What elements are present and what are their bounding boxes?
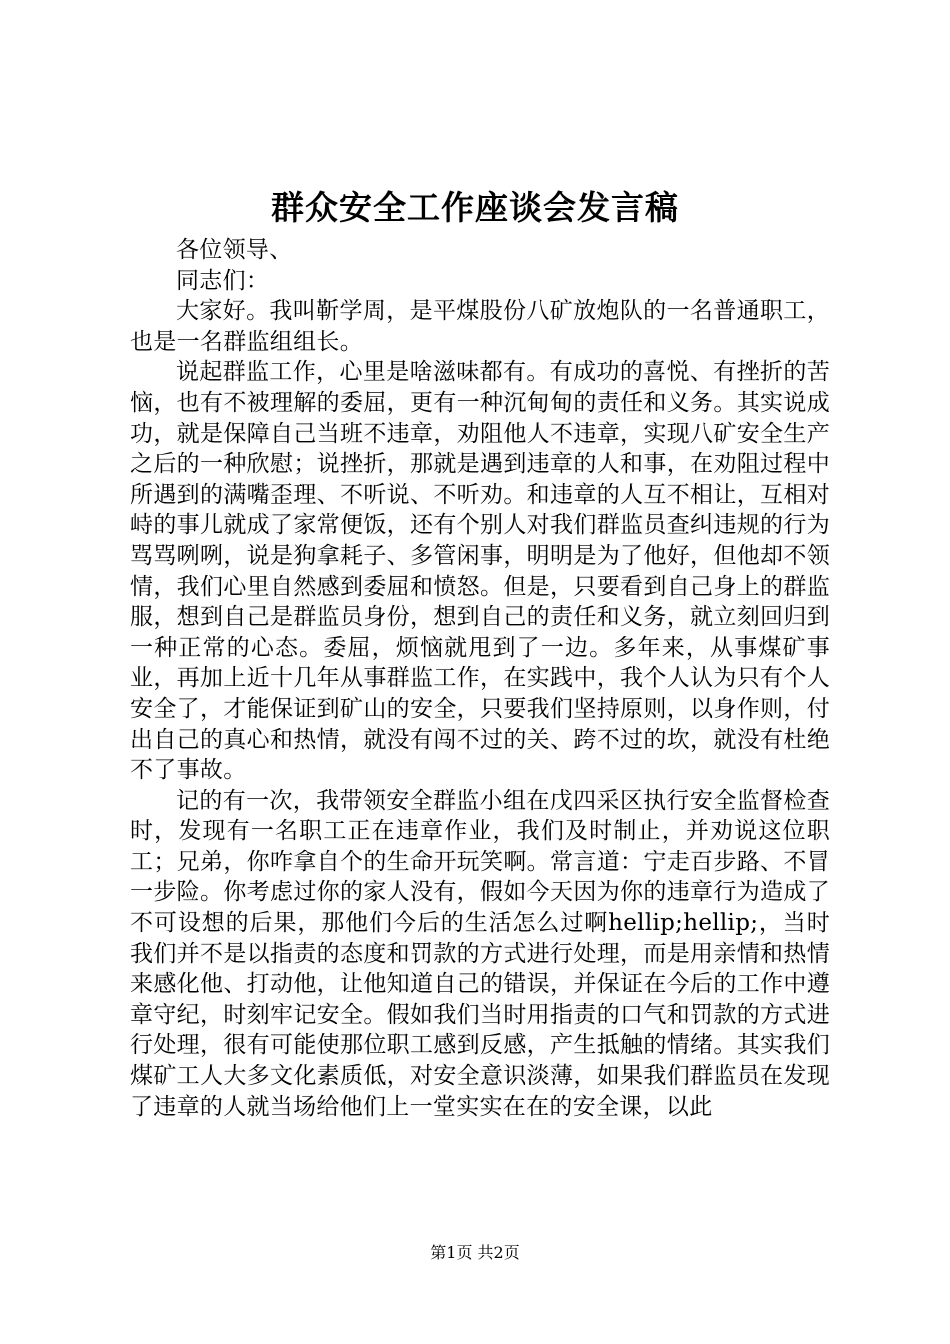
paragraph: 记的有一次，我带领安全群监小组在戊四采区执行安全监督检查时，发现有一名职工正在违章作业，我们及时制止，并劝说这位职工；兄弟，你咋拿自个的生命开玩笑啊。常言道：宁走百步路、不冒一步险。你考虑过你的家人没有，假如今天因为你的违章行为造成了不可设想的后果，那他们今后的生活怎么过啊hellip;hellip;，当时我们并不是以指责的态度和罚款的方式进行处理，而是用亲情和热情来感化他、打动他，让他知道自己的错误，并保证在今后的工作中遵章守纪，时刻牢记安全。假如我们当时用指责的口气和罚款的方式进行处理，很有可能使那位职工感到反感，产生抵触的情绪。其实我们煤矿工人大多文化素质低，对安全意识淡薄，如果我们群监员在发现了违章的人就当场给他们上一堂实实在在的安全课，以此 xyxy=(130,787,830,1120)
salutation-line-2: 同志们： xyxy=(176,267,270,294)
document-title: 群众安全工作座谈会发言稿 xyxy=(271,188,679,227)
salutation-line-1: 各位领导、 xyxy=(176,237,293,263)
paragraph: 说起群监工作，心里是啥滋味都有。有成功的喜悦、有挫折的苦恼，也有不被理解的委屈，更有一种沉甸甸的责任和义务。其实说成功，就是保障自己当班不违章，劝阻他人不违章，实现八矿安全生产之后的一种欣慰；说挫折，那就是遇到违章的人和事，在劝阻过程中所遇到的满嘴歪理、不听说、不听劝。和违章的人互不相让，互相对峙的事儿就成了家常便饭，还有个别人对我们群监员查纠违规的行为骂骂咧咧，说是狗拿耗子、多管闲事，明明是为了他好，但他却不领情，我们心里自然感到委屈和愤怒。但是，只要看到自己身上的群监服，想到自己是群监员身份，想到自己的责任和义务，就立刻回归到一种正常的心态。委屈，烦恼就甩到了一边。多年来，从事煤矿事业，再加上近十几年从事群监工作，在实践中，我个人认为只有个人安全了，才能保证到矿山的安全，只要我们坚持原则，以身作则，付出自己的真心和热情，就没有闯不过的关、跨不过的坎，就没有杜绝不了事故。 xyxy=(130,359,830,784)
paragraph: 大家好。我叫靳学周，是平煤股份八矿放炮队的一名普通职工，也是一名群监组组长。 xyxy=(130,298,830,355)
document-body xyxy=(130,235,830,1122)
page-footer: 第1页 共2页 xyxy=(430,1243,520,1262)
